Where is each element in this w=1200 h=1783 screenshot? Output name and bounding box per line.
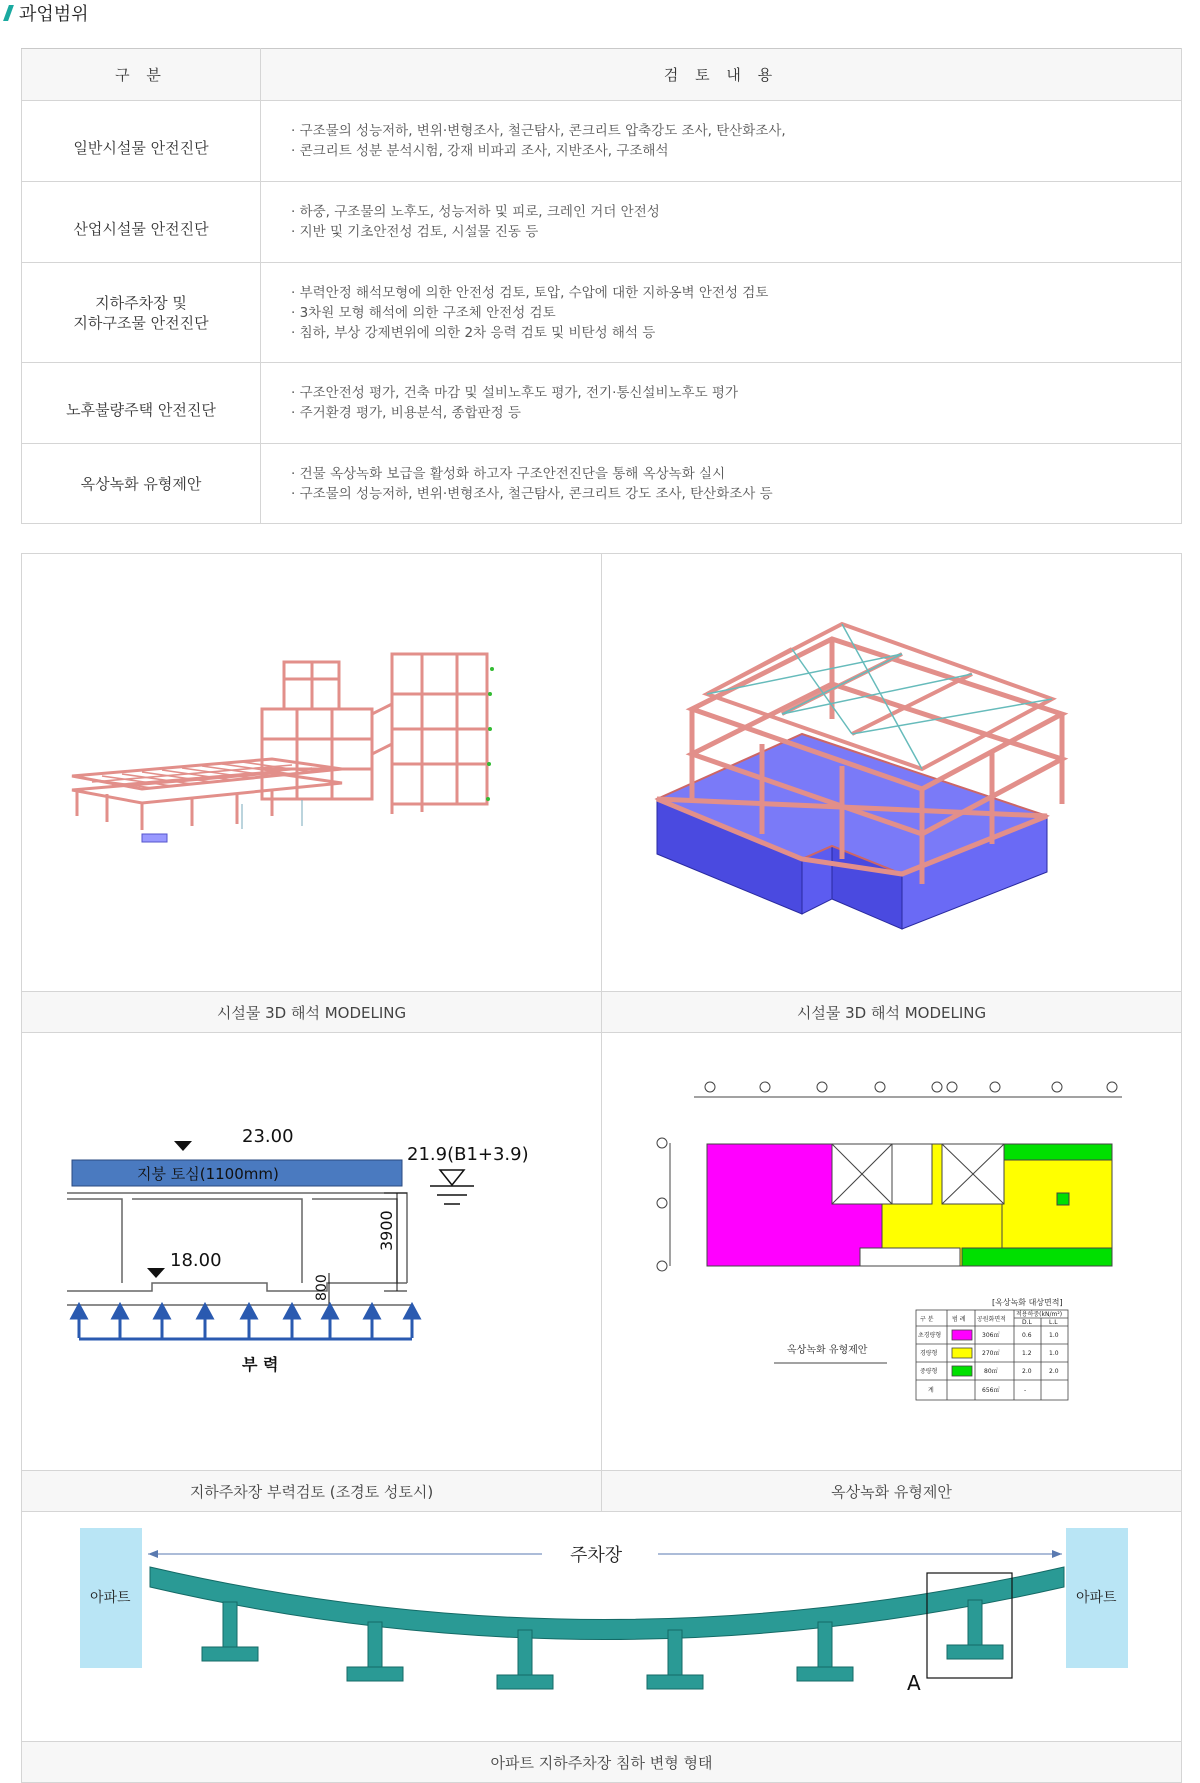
apt-right-label: 아파트 bbox=[1076, 1590, 1117, 1606]
structure-model-image-1 bbox=[22, 554, 601, 992]
parking-label: 주차장 bbox=[570, 1545, 623, 1566]
roof-plan-label: 옥상녹화 유형제안 bbox=[787, 1345, 868, 1356]
caption-roof: 옥상녹화 유형제안 bbox=[602, 1471, 1181, 1511]
section-title-text: 과업범위 bbox=[19, 4, 89, 25]
roof-row-ll: 2.0 bbox=[1049, 1368, 1059, 1375]
table-row bbox=[22, 444, 1182, 524]
buoyancy-diagram bbox=[22, 1033, 601, 1471]
structure-model-image-2 bbox=[602, 554, 1181, 992]
roof-row-name: 초경량형 bbox=[918, 1332, 942, 1339]
roof-th-load: 적용하중(kN/m²) bbox=[1016, 1311, 1063, 1318]
roof-row-area: 306㎡ bbox=[982, 1332, 1000, 1339]
roof-row-dl: 1.2 bbox=[1022, 1350, 1032, 1357]
slash-mark-icon bbox=[3, 5, 14, 21]
caption-settlement: 아파트 지하주차장 침하 변형 형태 bbox=[22, 1742, 1181, 1782]
roof-row-ll: 1.0 bbox=[1049, 1332, 1059, 1339]
roof-plan-diagram bbox=[602, 1033, 1181, 1471]
figure-cell-buoyancy bbox=[22, 1033, 602, 1511]
gallery-row-1 bbox=[22, 554, 1181, 1033]
row-content: · 구조안전성 평가, 건축 마감 및 설비노후도 평가, 전기·통신설비노후도 평가 · 주거환경 평가, 비용분석, 종합판정 등 bbox=[261, 363, 1182, 444]
settlement-diagram bbox=[22, 1512, 1181, 1742]
roof-table-title: [옥상녹화 대상면적] bbox=[992, 1298, 1063, 1307]
table-row bbox=[22, 363, 1182, 444]
roof-row-dl: 2.0 bbox=[1022, 1368, 1032, 1375]
figure-gallery bbox=[21, 553, 1182, 1783]
figure-cell-model1 bbox=[22, 554, 602, 1032]
scope-table bbox=[21, 48, 1182, 524]
bottom-level-label: 18.00 bbox=[170, 1250, 222, 1271]
roof-row-area: 656㎡ bbox=[982, 1387, 1000, 1394]
figure-cell-roof bbox=[602, 1033, 1181, 1511]
point-a-label: A bbox=[907, 1671, 921, 1695]
header-content: 검 토 내 용 bbox=[261, 49, 1182, 101]
roof-row-area: 270㎡ bbox=[982, 1350, 1000, 1357]
legend-swatch bbox=[952, 1366, 972, 1376]
header-category: 구 분 bbox=[22, 49, 261, 101]
roof-th-type: 구 분 bbox=[920, 1316, 934, 1323]
row-content: · 하중, 구조물의 노후도, 성능저하 및 피로, 크레인 거더 안전성 · 지반 및 기초안전성 검토, 시설물 진동 등 bbox=[261, 182, 1182, 263]
roof-row-name: 중량형 bbox=[920, 1368, 938, 1375]
row-category: 지하주차장 및 지하구조물 안전진단 bbox=[22, 263, 261, 363]
apt-left-label: 아파트 bbox=[90, 1590, 131, 1606]
legend-swatch bbox=[952, 1348, 972, 1358]
row-category: 일반시설물 안전진단 bbox=[22, 101, 261, 182]
roof-th-area: 공원화면적 bbox=[977, 1316, 1006, 1323]
caption-model1: 시설물 3D 해석 MODELING bbox=[22, 992, 601, 1032]
section-title bbox=[0, 0, 89, 26]
roof-th-dl: D.L bbox=[1022, 1319, 1032, 1326]
gallery-row-2 bbox=[22, 1033, 1181, 1512]
force-label: 부 력 bbox=[242, 1355, 279, 1374]
roof-row-name: 계 bbox=[928, 1387, 934, 1394]
caption-model2: 시설물 3D 해석 MODELING bbox=[602, 992, 1181, 1032]
top-level-label: 23.00 bbox=[242, 1126, 294, 1147]
table-row bbox=[22, 263, 1182, 363]
row-category: 산업시설물 안전진단 bbox=[22, 182, 261, 263]
table-row bbox=[22, 182, 1182, 263]
water-level-label: 21.9(B1+3.9) bbox=[407, 1144, 529, 1165]
dim-small-label: 800 bbox=[314, 1274, 330, 1301]
legend-swatch bbox=[952, 1330, 972, 1340]
row-content: · 부력안정 해석모형에 의한 안전성 검토, 토압, 수압에 대한 지하옹벽 안전성 검토 · 3차원 모형 해석에 의한 구조체 안전성 검토 · 침하, 부상 강제변위에 의한 2차 응력 검토 및 비탄성 해석 등 bbox=[261, 263, 1182, 363]
row-category: 옥상녹화 유형제안 bbox=[22, 444, 261, 524]
roof-th-legend: 범 례 bbox=[952, 1316, 966, 1323]
row-content: · 구조물의 성능저하, 변위·변형조사, 철근탐사, 콘크리트 압축강도 조사, 탄산화조사, · 콘크리트 성분 분석시험, 강재 비파괴 조사, 지반조사, 구조해석 bbox=[261, 101, 1182, 182]
row-content: · 건물 옥상녹화 보급을 활성화 하고자 구조안전진단을 통해 옥상녹화 실시 · 구조물의 성능저하, 변위·변형조사, 철근탐사, 콘크리트 강도 조사, 탄산화조사 등 bbox=[261, 444, 1182, 524]
roof-row-dl: - bbox=[1024, 1387, 1027, 1394]
row-category: 노후불량주택 안전진단 bbox=[22, 363, 261, 444]
roof-row-name: 경량형 bbox=[920, 1350, 938, 1357]
roof-row-ll: 1.0 bbox=[1049, 1350, 1059, 1357]
table-header-row bbox=[22, 49, 1182, 101]
roof-row-area: 80㎡ bbox=[984, 1368, 998, 1375]
dim-height-label: 3900 bbox=[377, 1210, 396, 1251]
soil-label: 지붕 토심(1100mm) bbox=[137, 1165, 279, 1183]
figure-cell-model2 bbox=[602, 554, 1181, 1032]
table-row bbox=[22, 101, 1182, 182]
roof-th-ll: L.L bbox=[1049, 1319, 1058, 1326]
caption-buoyancy: 지하주차장 부력검토 (조경토 성토시) bbox=[22, 1471, 601, 1511]
roof-row-dl: 0.6 bbox=[1022, 1332, 1032, 1339]
